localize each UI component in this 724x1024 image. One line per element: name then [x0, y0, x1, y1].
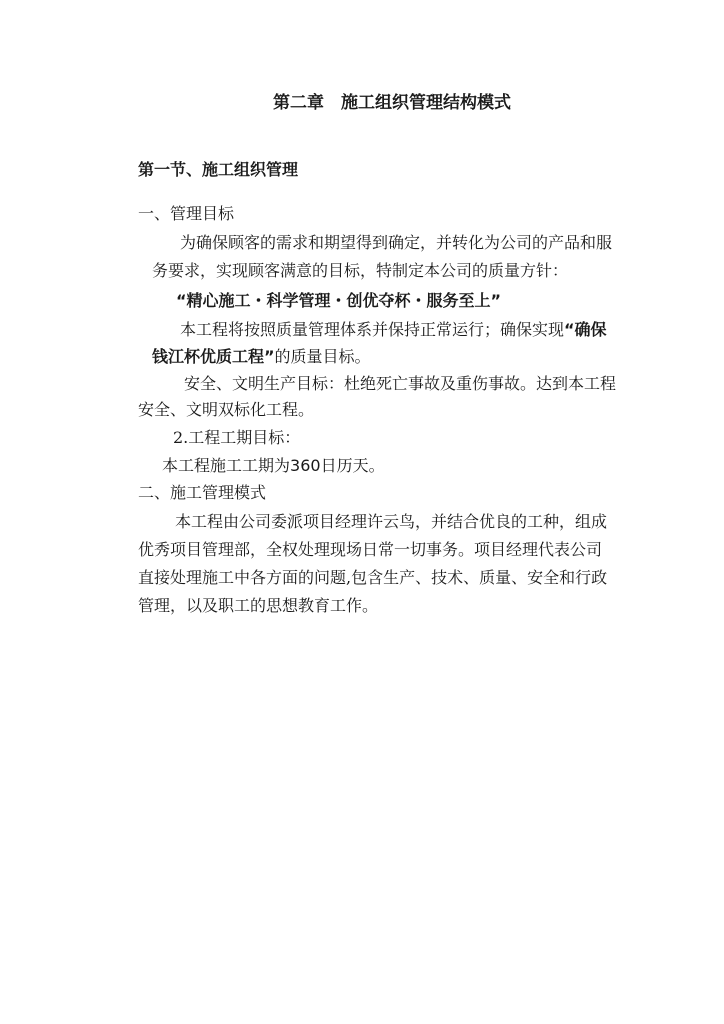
- paragraph-line: 管理，以及职工的思想教育工作。: [138, 596, 379, 615]
- duration-value: 360: [290, 456, 321, 475]
- paragraph-line: 为确保顾客的需求和期望得到确定，并转化为公司的产品和服: [180, 233, 613, 252]
- paragraph-line: 务要求，实现顾客满意的目标，特制定本公司的质量方针：: [152, 261, 569, 280]
- paragraph-text: 本工程将按照质量管理体系并保持正常运行；确保实现: [180, 320, 565, 339]
- quality-policy: “精心施工・科学管理・创优夺杯・服务至上”: [176, 291, 502, 310]
- paragraph-line: 直接处理施工中各方面的问题,包含生产、技术、质量、安全和行政: [138, 568, 608, 587]
- paragraph-line: 安全、文明生产目标：杜绝死亡事故及重伤事故。达到本工程: [184, 374, 617, 393]
- subheading-schedule-goal: 2.工程工期目标：: [173, 428, 301, 447]
- chapter-title: 第二章 施工组织管理结构模式: [273, 93, 511, 113]
- paragraph-line: [152, 347, 371, 367]
- paragraph-line: 本工程由公司委派项目经理许云鸟，并结合优良的工种，组成: [175, 512, 608, 531]
- paragraph-line: [180, 320, 607, 340]
- section-title: 第一节、施工组织管理: [138, 160, 299, 179]
- heading-management-mode: 二、施工管理模式: [138, 483, 267, 502]
- duration-prefix: 本工程施工工期为: [162, 456, 291, 475]
- paragraph-line: 优秀项目管理部，全权处理现场日常一切事务。项目经理代表公司: [138, 540, 603, 559]
- duration-suffix: 日历天。: [320, 456, 385, 475]
- duration-line: [162, 456, 385, 476]
- heading-management-goals: 一、管理目标: [138, 204, 235, 223]
- paragraph-text: 的质量目标。: [274, 347, 371, 366]
- quality-goal-emphasis: 钱江杯优质工程”: [152, 347, 275, 366]
- paragraph-line: 安全、文明双标化工程。: [138, 400, 315, 419]
- quality-goal-emphasis: “确保: [564, 320, 607, 339]
